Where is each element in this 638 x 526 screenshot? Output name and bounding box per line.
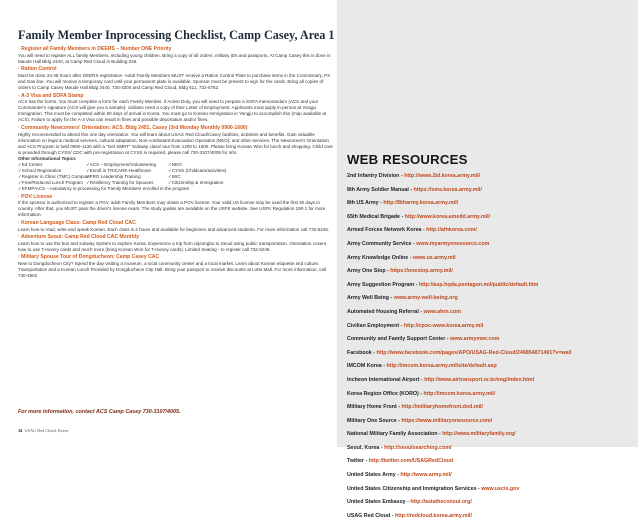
resource-link[interactable]: http://redcloud.korea.army.mil/ [394, 512, 473, 519]
resource-link[interactable]: http://imcom.korea.army.mil/ [423, 390, 496, 397]
section-heading: Adventure Seoul: Camp Red Cloud CAC Monthly [20, 234, 139, 241]
resource-link[interactable]: http://asp.hqda.pentagon.mil/public/default.htm [418, 281, 539, 288]
section-body: Highly recommended to attend this one day orientation. You will learn about USAG Red Cloud/Casey facilities, activities and benefits. Gain valuable information on legal & medical services, cultural adaptation, Non-combatant Evacuation Operation (NEO), and other services. The Newcomer's Orientation and ACS Program is held 0900-1130 with a "Get SMRT" Subway class/ tour from 1200 to 1600. Please bring Korean Won for lunch and shopping. Child care is provided through CYSS/ CDC with pre-registration at CYSS is required, please call 730-3107/4005 for info. [18, 131, 333, 155]
topic-item: ✓Resiliency Training for Spouses [86, 179, 154, 185]
web-resource-item: Military One Source - https://www.militaryonesource.com/ [347, 417, 493, 424]
web-resource-item: United States Citizenship and Immigration Services - www.uscis.gov [347, 485, 520, 492]
resource-name: Army Community Service [347, 240, 412, 247]
contact-note: For more information, contact ACS Camp Casey 730-3107/4005. [18, 409, 181, 415]
resource-link[interactable]: http://seoulsearching.com/ [384, 444, 452, 451]
resource-name: Army One Stop [347, 268, 386, 275]
web-resource-item: Twitter - http://twitter.com/USAGRedCloud [347, 458, 454, 465]
section-heading: Korean Language Class: Camp Red Cloud CAC [21, 219, 136, 226]
resource-name: Civilian Employment [347, 322, 400, 329]
resource-link[interactable]: http://www.korea.amedd.army.mil/ [404, 213, 491, 220]
web-resource-item: Military Home Front - http://militaryhomefront.dod.mil/ [347, 404, 483, 411]
section-body: Learn how to use the bus and subway System to explore Korea. Experience a trip from Uijeongbu to Seoul using public transportation. Orientation covers how to use T-money cards and much more (bring Korean Won for T-money cards). Limited Seating - to register call 732-6246. [18, 240, 327, 252]
resource-name: Incheon International Airport [347, 376, 420, 383]
topic-item: ✓Free/Reduced Lunch Program [18, 179, 83, 185]
bullet-dot-icon: · [18, 193, 22, 200]
topic-item: ✓School Registration [18, 167, 62, 173]
web-resource-item: 2nd Infantry Division - http://www.2id.korea.army.mil/ [347, 173, 481, 179]
resource-link[interactable]: http://www.facebook.com/pages/APO/USAG-Red-Cloud/246854871491?v=wall [376, 349, 572, 356]
topic-item: ✓ACS – Employment/Volunteering [86, 161, 157, 167]
web-resource-item: Army Community Service - www.myarmyonesource.com [347, 240, 490, 247]
web-resource-item: 65th Medical Brigade - http://www.korea.amedd.army.mil/ [347, 213, 491, 220]
topic-item: ✓Register in Clinic (TMC) Computer [18, 173, 92, 179]
section-body: ACS has the forms. You must complete a form for each Family Member. If Active Duty, you will need to prepare a SOFA memorandum (ACS and your Commander's signature (ACS will give you a sample); civilians need a copy of their Letter of Employment. Applicants must apply in-person at Yongju Immigration. This must be completed within 90 days of arrival in Korea. You must go to Korean Immigration in Yangju to accomplish this (map available at ACS). Failure to apply for the A-3 Visa can result in fines and possible deportation and/or fines. [18, 99, 327, 123]
web-resource-item: Korea Region Office (KORO) - http://imcom.korea.army.mil/ [347, 390, 496, 397]
section-heading: Ration Control [21, 66, 57, 73]
resource-name: Seoul, Korea [347, 444, 380, 451]
resource-link[interactable]: http://asiatheconsul.org/ [410, 499, 472, 506]
section-deers [18, 46, 334, 65]
resource-name: 8th US Army [347, 200, 379, 207]
resource-name: Military One Source [347, 417, 397, 424]
section-pov-license [18, 194, 334, 219]
bullet-dot-icon: · [18, 92, 21, 99]
web-resource-item: Armed Forces Network Korea - http://afnkorea.com/ [347, 227, 477, 234]
resource-name: United States Embassy [347, 499, 406, 506]
section-heading: Community Newcomers' Orientation: ACS, Bldg 2451, Casey (3rd Monday Monthly 0900-1600) [21, 124, 248, 131]
page-footer [18, 428, 68, 433]
resource-name: 8th Army Soldier Manual [347, 186, 409, 193]
checklist-content [18, 46, 334, 281]
resource-name: National Military Family Association [347, 431, 438, 438]
bullet-dot-icon: · [18, 46, 22, 52]
topics-heading: Other Informational Topics [18, 155, 76, 161]
web-resource-item: Incheon International Airport - http://www.airtransport.or.kr/eng/index.html [347, 376, 535, 383]
resource-link[interactable]: http://www.2id.korea.army.mil/ [404, 173, 481, 179]
resource-name: Facebook [347, 349, 372, 356]
resource-name: United States Citizenship and Immigration Services [347, 485, 477, 492]
resource-link[interactable]: http://www.army.mil/ [400, 472, 452, 479]
web-resource-item: Civilian Employment - http://cpoc-www.korea.army.mil [347, 322, 484, 329]
web-resource-item: Army Suggestion Program - http://asp.hqda.pentagon.mil/public/default.htm [347, 281, 539, 288]
section-spouse-tour [18, 254, 334, 279]
topic-item: ✓EFMP/ACS – mandatory in-processing for Family Members enrolled in the program [18, 186, 190, 191]
resource-link[interactable]: http://militaryhomefront.dod.mil/ [401, 404, 483, 411]
section-ration-control [18, 66, 334, 91]
web-resource-item: Army Knowledge Online - www.us.army.mil [347, 254, 456, 261]
resource-name: Community and Family Support Center [347, 336, 446, 343]
web-resource-item: IMCOM Korea - http://imcom.korea.army.mil/site/default.asp [347, 363, 497, 370]
page-number: 34 [18, 428, 23, 433]
section-body: If the sponsor is authorized to register a POV, adult Family Members may obtain a POV license. Your valid US license may be used the first 30 days in country. After that, you MUST pass the driver's license exam. The study guides are available on the USFK website. See USFK Regulation 190-1 for more information. [18, 200, 326, 218]
resource-name: Armed Forces Network Korea [347, 227, 422, 234]
resource-name: Twitter [347, 458, 364, 465]
web-resource-item: Automated Housing Referral - www.ahrn.com [347, 308, 462, 315]
bullet-dot-icon: · [18, 234, 21, 241]
resource-link[interactable]: https://sms.korea.army.mil/ [413, 186, 482, 193]
resource-link[interactable]: http://8tharmy.korea.army.mil/ [383, 200, 459, 207]
resource-link[interactable]: https://www.militaryonesource.com/ [401, 417, 493, 424]
resource-name: IMCOM Korea [347, 363, 382, 370]
resource-link[interactable]: http://twitter.com/USAGRedCloud [368, 458, 454, 465]
topics-grid [18, 162, 334, 192]
section-korean-language [18, 220, 334, 233]
bullet-dot-icon: · [18, 219, 22, 226]
web-resource-item: United States Embassy - http://asiatheconsul.org/ [347, 499, 472, 506]
section-heading: A-3 Visa and SOFA Stamp [20, 92, 84, 99]
resource-link[interactable]: http://imcom.korea.army.mil/site/default.asp [386, 363, 497, 370]
resource-name: Korea Region Office (KORO) [347, 390, 419, 397]
resource-link[interactable]: www.myarmyonesource.com [416, 240, 490, 247]
web-resource-item: National Military Family Association - http://www.militaryfamily.org/ [347, 431, 516, 438]
section-body: You will need to register ALL family Members, including young children. Bring a copy of all orders, military IDs and passports. At Camp Casey this is done in Maude Hall Bldg 2440, at Camp Red Cloud in Building 225. [18, 52, 331, 64]
bullet-dot-icon: · [18, 66, 22, 73]
section-adventure-seoul [18, 234, 334, 253]
resource-link[interactable]: http://www.militaryfamily.org/ [442, 431, 516, 438]
checklist-page [0, 0, 337, 447]
resource-name: United States Army [347, 472, 396, 479]
section-heading: POV License [21, 193, 53, 200]
resource-name: Army Knowledge Online [347, 254, 409, 261]
resource-link[interactable]: www.armymwr.com [450, 336, 500, 343]
resource-name: Army Well Being [347, 295, 389, 302]
topic-item: ✓CYSS (Childcare/activities) [168, 167, 227, 173]
resource-link[interactable]: www.ahrn.com [423, 308, 462, 315]
section-body: Learn how to read, write and speak Korean. Each class is 2 hours and available for beginners and advanced students. For more information call 732-6246. [18, 226, 330, 232]
resource-name: 2nd Infantry Division [347, 173, 400, 179]
publication-name: USAG Red Cloud, Korea [24, 428, 69, 433]
web-resource-item: United States Army - http://www.army.mil/ [347, 472, 452, 479]
section-visa-sofa [18, 93, 334, 124]
web-resources-list [347, 173, 635, 526]
resource-name: Automated Housing Referral [347, 308, 419, 315]
page-title: Family Member Inprocessing Checklist, Camp Casey, Area 1 [18, 28, 335, 42]
topic-item: ✓Ed Center [18, 161, 43, 167]
resource-link[interactable]: https://onestop.army.mil/ [390, 268, 453, 275]
web-resource-item: Community and Family Support Center - www.armymwr.com [347, 336, 500, 343]
topic-item: ✓Citizenship & Immigration [168, 179, 224, 185]
web-resource-item: 8th Army Soldier Manual - https://sms.korea.army.mil/ [347, 186, 482, 193]
resource-link[interactable]: www.us.army.mil [412, 254, 456, 261]
bullet-dot-icon: · [18, 254, 22, 261]
topic-item: ✓FRG Leadership Training [86, 173, 141, 179]
resource-name: Military Home Front [347, 404, 397, 411]
bullet-dot-icon: · [18, 124, 22, 131]
web-resource-item: Facebook - http://www.facebook.com/pages/APO/USAG-Red-Cloud/246854871491?v=wall [347, 349, 572, 356]
topic-item: ✓Enroll in TRICARE-Healthcare [86, 167, 151, 173]
web-resource-item: 8th US Army - http://8tharmy.korea.army.mil/ [347, 200, 459, 207]
web-resource-item: Seoul, Korea - http://seoulsearching.com/ [347, 444, 452, 451]
resource-link[interactable]: http://afnkorea.com/ [426, 227, 477, 234]
resource-name: Army Suggestion Program [347, 281, 415, 288]
web-resource-item: Army One Stop - https://onestop.army.mil/ [347, 268, 453, 275]
resource-name: 65th Medical Brigade [347, 213, 400, 220]
resource-link[interactable]: http://www.airtransport.or.kr/eng/index.html [424, 376, 535, 383]
section-newcomers-orientation [18, 125, 334, 192]
section-heading: Military Spouse Tour of Dongducheon: Camp Casey CAC [21, 254, 160, 261]
section-heading: Register all Family Members in DEERS – Number ONE Priority [21, 46, 172, 52]
web-resources-heading: WEB RESOURCES [347, 152, 468, 167]
topic-item: ✓NEO [168, 161, 182, 167]
resource-name: USAG Red Cloud [347, 512, 391, 519]
section-body: Must be done 24-48 hours after DEERS registration -Adult Family Members MUST receive a Ration Control Plate to purchase items in the Commissary, PX and Gas line. You will receive a temporary card until your permanent plate is available. Sponsor must be present to sign for the cards. Bring all copies of orders to Camp Casey Maude Hall Bldg 2440, 730-3200 and Camp Red Cloud, Bldg 611, 732-6762. [18, 72, 331, 90]
web-resource-item: USAG Red Cloud - http://redcloud.korea.army.mil/ [347, 512, 473, 519]
section-body: New to Dongducheon City? Spend the day visiting a museum, a local community center and a local market. Learn about Korean etiquette and culture. Transportation and a Korean Lunch Provided by Dongducheon City Hall. Bring your passport to receive discounts at Lotte Mall. For more information, call 730-4602 [18, 261, 326, 279]
resource-link[interactable]: www.army-well-being.org [393, 295, 458, 302]
topic-item: ✓WIC [168, 173, 181, 179]
resource-link[interactable]: www.uscis.gov [481, 485, 520, 492]
resource-link[interactable]: http://cpoc-www.korea.army.mil [403, 322, 484, 329]
web-resource-item: Army Well Being - www.army-well-being.org [347, 295, 458, 302]
